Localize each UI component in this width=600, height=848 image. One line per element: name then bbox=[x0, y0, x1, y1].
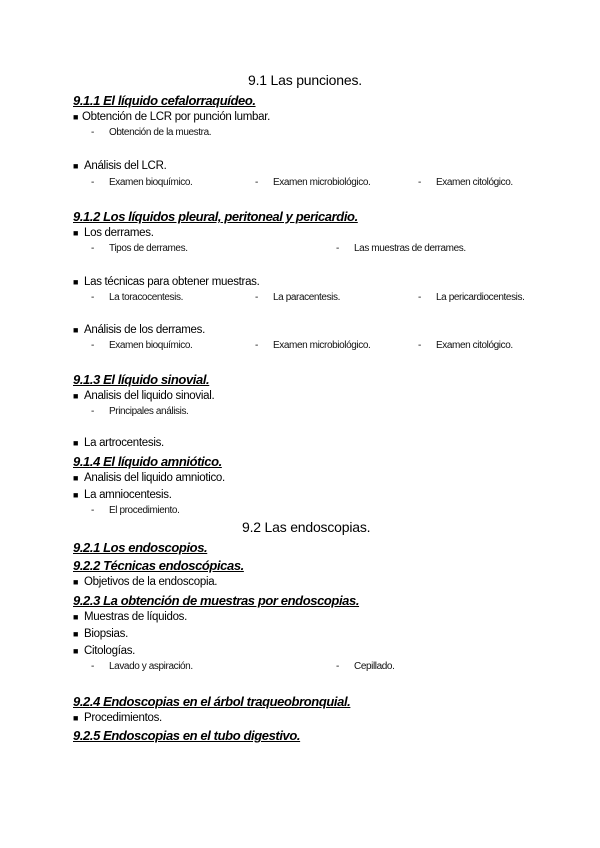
sub-list-item: - El procedimiento. bbox=[91, 505, 180, 516]
bullet-icon: ■ bbox=[73, 438, 79, 448]
subsection-9-1-4: 9.1.4 El líquido amniótico. bbox=[73, 454, 222, 469]
sub-list-item: - Las muestras de derrames. bbox=[336, 243, 466, 254]
subsection-9-2-5: 9.2.5 Endoscopias en el tubo digestivo. bbox=[73, 728, 301, 743]
bullet-icon: ■ bbox=[73, 161, 79, 171]
bullet-icon: ■ bbox=[73, 228, 79, 238]
list-item: ■ Analisis del liquido sinovial. bbox=[73, 390, 215, 402]
list-item: ■ Obtención de LCR por punción lumbar. bbox=[73, 111, 271, 123]
sub-list-item: - Principales análisis. bbox=[91, 406, 189, 417]
list-item: ■ Analisis del liquido amniotico. bbox=[73, 472, 225, 484]
sub-list-item: - Examen bioquímico. bbox=[91, 340, 193, 351]
list-item: ■ Muestras de líquidos. bbox=[73, 611, 188, 623]
list-item: ■ Procedimientos. bbox=[73, 712, 162, 724]
bullet-icon: ■ bbox=[73, 713, 79, 723]
sub-list-item: - Examen bioquímico. bbox=[91, 177, 193, 188]
bullet-icon: ■ bbox=[73, 473, 79, 483]
list-item: ■ Biopsias. bbox=[73, 628, 128, 640]
bullet-icon: ■ bbox=[73, 612, 79, 622]
sub-list-item: - La pericardiocentesis. bbox=[418, 292, 525, 303]
list-item: ■ Análisis del LCR. bbox=[73, 160, 167, 172]
bullet-icon: ■ bbox=[73, 112, 79, 122]
list-item: ■ Los derrames. bbox=[73, 227, 154, 239]
sub-list-item: - Examen citológico. bbox=[418, 177, 513, 188]
list-item: ■ Análisis de los derrames. bbox=[73, 324, 205, 336]
sub-list-item: - Examen microbiológico. bbox=[255, 177, 371, 188]
sub-list-item: - Obtención de la muestra. bbox=[91, 127, 212, 138]
subsection-9-1-2: 9.1.2 Los líquidos pleural, peritoneal y pericardio. bbox=[73, 209, 358, 224]
section-title-9-2: 9.2 Las endoscopias. bbox=[242, 519, 371, 535]
list-item: ■ Objetivos de la endoscopia. bbox=[73, 576, 218, 588]
bullet-icon: ■ bbox=[73, 391, 79, 401]
sub-list-item: - Lavado y aspiración. bbox=[91, 661, 193, 672]
sub-list-item: - Cepillado. bbox=[336, 661, 395, 672]
subsection-9-1-3: 9.1.3 El líquido sinovial. bbox=[73, 372, 210, 387]
section-title-9-1: 9.1 Las punciones. bbox=[248, 72, 362, 88]
sub-list-item: - La toracocentesis. bbox=[91, 292, 183, 303]
list-item: ■ Citologías. bbox=[73, 645, 136, 657]
subsection-9-2-3: 9.2.3 La obtención de muestras por endoscopias. bbox=[73, 593, 360, 608]
bullet-icon: ■ bbox=[73, 577, 79, 587]
bullet-icon: ■ bbox=[73, 325, 79, 335]
list-item: ■ Las técnicas para obtener muestras. bbox=[73, 276, 260, 288]
bullet-icon: ■ bbox=[73, 646, 79, 656]
list-item: ■ La artrocentesis. bbox=[73, 437, 164, 449]
sub-list-item: - Examen microbiológico. bbox=[255, 340, 371, 351]
sub-list-item: - La paracentesis. bbox=[255, 292, 340, 303]
bullet-icon: ■ bbox=[73, 629, 79, 639]
bullet-icon: ■ bbox=[73, 277, 79, 287]
sub-list-item: - Examen citológico. bbox=[418, 340, 513, 351]
bullet-icon: ■ bbox=[73, 490, 79, 500]
list-item: ■ La amniocentesis. bbox=[73, 489, 172, 501]
subsection-9-2-2: 9.2.2 Técnicas endoscópicas. bbox=[73, 558, 244, 573]
subsection-9-2-4: 9.2.4 Endoscopias en el árbol traqueobronquial. bbox=[73, 694, 351, 709]
sub-list-item: - Tipos de derrames. bbox=[91, 243, 188, 254]
subsection-9-1-1: 9.1.1 El líquido cefalorraquídeo. bbox=[73, 93, 256, 108]
subsection-9-2-1: 9.2.1 Los endoscopios. bbox=[73, 540, 208, 555]
